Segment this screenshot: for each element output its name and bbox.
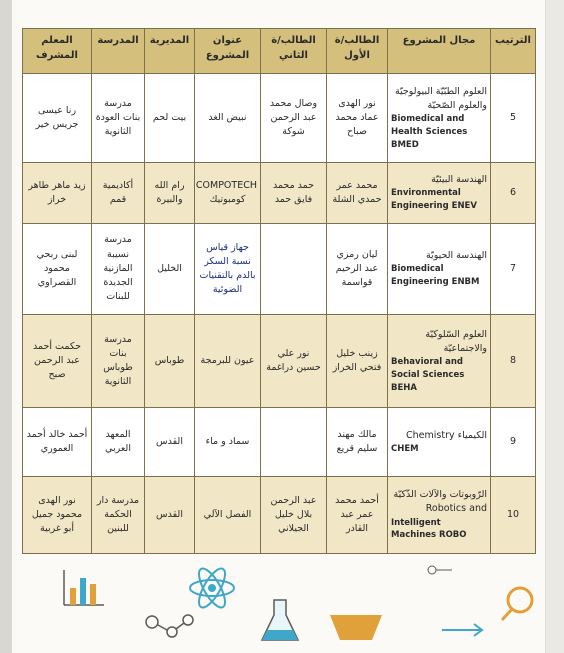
table-header-row — [23, 29, 536, 74]
header-field: مجال المشروع — [388, 29, 491, 74]
student2-cell: عبد الرحمن بلال خليل الجيلاني — [261, 477, 327, 554]
student2-cell: حمد محمد فايق حمد — [261, 163, 327, 224]
flask-icon — [262, 600, 298, 640]
table-row — [23, 408, 536, 477]
school-cell: مدرسة بنات طوباس الثانوية — [92, 315, 145, 408]
field-english: Intelligent Machines ROBO — [391, 517, 467, 541]
field-english: Behavioral and Social Sciences BEHA — [391, 357, 465, 393]
molecule-icon — [146, 615, 193, 637]
supervisor-cell: رنا عيسى جريس خير — [23, 74, 92, 163]
field-arabic: الكيمياء Chemistry — [406, 429, 487, 441]
header-student1: الطالب/ة الأول — [327, 29, 388, 74]
directorate-cell: بيت لحم — [145, 74, 195, 163]
field-cell — [388, 408, 491, 477]
directorate-cell: رام الله والبيرة — [145, 163, 195, 224]
school-cell: مدرسة بنات العودة الثانوية — [92, 74, 145, 163]
directorate-cell: القدس — [145, 477, 195, 554]
school-cell: مدرسة دار الحكمة للبنين — [92, 477, 145, 554]
student2-cell — [261, 408, 327, 477]
header-directorate: المديرية — [145, 29, 195, 74]
directorate-cell: الخليل — [145, 224, 195, 315]
student1-cell: زينب خليل فتحي الخراز — [327, 315, 388, 408]
field-cell — [388, 315, 491, 408]
student2-cell — [261, 224, 327, 315]
supervisor-cell: أحمد خالد أحمد العموري — [23, 408, 92, 477]
header-title: عنوان المشروع — [195, 29, 261, 74]
student1-cell: نور الهدى عماد محمد صباح — [327, 74, 388, 163]
adjacent-page-edge — [0, 0, 12, 653]
arrow-icon — [442, 624, 482, 636]
page-margin-right — [545, 0, 564, 653]
table-row — [23, 315, 536, 408]
field-english: Environmental Engineering ENEV — [391, 188, 477, 212]
rank-cell: 8 — [491, 315, 536, 408]
directorate-cell: طوباس — [145, 315, 195, 408]
project-title-cell: جهاز قياس نسبة السكر بالدم بالتقنيات الضوئية — [195, 224, 261, 315]
header-school: المدرسة — [92, 29, 145, 74]
supervisor-cell: نور الهدى محمود جميل أبو غربية — [23, 477, 92, 554]
atom-icon — [428, 566, 452, 574]
rank-cell: 7 — [491, 224, 536, 315]
field-arabic: الهندسة الحيويّة — [425, 250, 487, 262]
student1-cell: محمد عمر حمدي الشلة — [327, 163, 388, 224]
field-arabic: العلوم الطبّيّة البيولوجيّة والعلوم الصّحيّة — [394, 85, 487, 111]
project-title-cell: عيون للبرمجة — [195, 315, 261, 408]
field-english: Biomedical Engineering ENBM — [391, 264, 480, 288]
supervisor-cell: زيد ماهر طاهر خراز — [23, 163, 92, 224]
project-title-cell: سماد و ماء — [195, 408, 261, 477]
magnifier-icon — [502, 588, 532, 620]
header-student2: الطالب/ة الثاني — [261, 29, 327, 74]
supervisor-cell: حكمت أحمد عبد الرحمن صبح — [23, 315, 92, 408]
bar-chart-icon — [64, 570, 104, 605]
field-cell — [388, 74, 491, 163]
rank-cell: 6 — [491, 163, 536, 224]
projects-table — [22, 28, 536, 554]
project-title-cell: الفصل الآلي — [195, 477, 261, 554]
directorate-cell: القدس — [145, 408, 195, 477]
header-supervisor: المعلم المشرف — [23, 29, 92, 74]
field-arabic: العلوم السّلوكيّة والاجتماعيّة — [425, 328, 487, 354]
supervisor-cell: لبنى ربحي محمود القصراوي — [23, 224, 92, 315]
table-row — [23, 477, 536, 554]
rank-cell: 10 — [491, 477, 536, 554]
field-english: Biomedical and Health Sciences BMED — [391, 114, 468, 150]
student1-cell: مالك مهند سليم قريع — [327, 408, 388, 477]
field-cell — [388, 224, 491, 315]
field-cell — [388, 163, 491, 224]
rank-cell: 5 — [491, 74, 536, 163]
header-rank: الترتيب — [491, 29, 536, 74]
field-arabic: الرّوبوتات والآلات الذّكيّة Robotics and — [393, 489, 487, 515]
student1-cell: أحمد محمد عمر عبد القادر — [327, 477, 388, 554]
field-arabic: الهندسة البيئيّة — [431, 174, 487, 186]
atom-icon — [190, 565, 234, 611]
table-row — [23, 224, 536, 315]
student1-cell: ليان رمزي عبد الرحيم قواسمة — [327, 224, 388, 315]
student2-cell: وصال محمد عبد الرحمن شوكة — [261, 74, 327, 163]
project-title-cell: COMPOTECH كومبوتيك — [195, 163, 261, 224]
science-decoration — [12, 560, 546, 653]
school-cell: أكاديمية قمم — [92, 163, 145, 224]
field-english: CHEM — [391, 443, 419, 454]
field-cell — [388, 477, 491, 554]
table-row — [23, 163, 536, 224]
school-cell: المعهد العربي — [92, 408, 145, 477]
beaker-icon — [330, 615, 382, 640]
project-title-cell: نبيض الغد — [195, 74, 261, 163]
school-cell: مدرسة نسيبة المازنية الجديدة للبنات — [92, 224, 145, 315]
rank-cell: 9 — [491, 408, 536, 477]
table-row — [23, 74, 536, 163]
student2-cell: نور علي حسين دراغمة — [261, 315, 327, 408]
